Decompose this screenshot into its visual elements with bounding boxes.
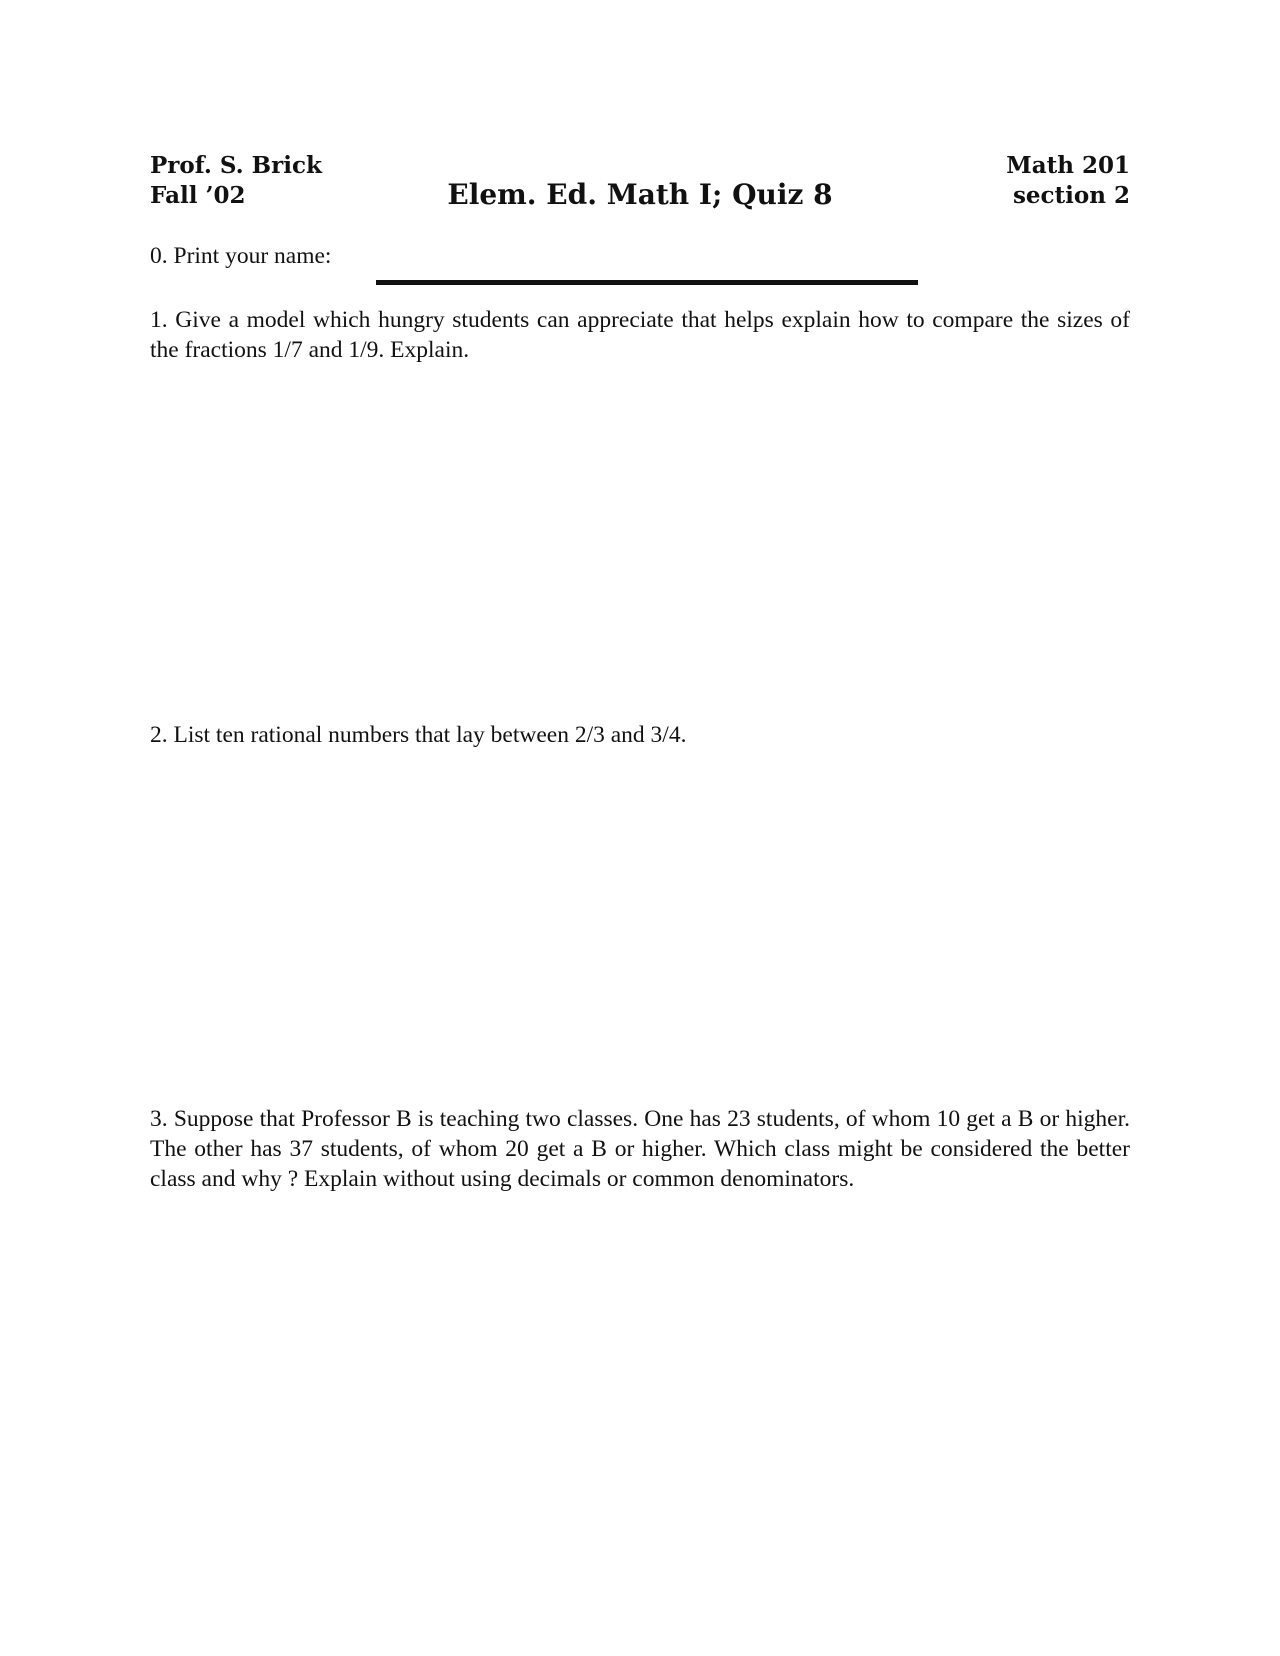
- instructor-name: Prof. S. Brick: [150, 152, 322, 179]
- course-number: Math 201: [1006, 152, 1130, 179]
- term: Fall ’02: [150, 182, 246, 209]
- question-0-text: Print your name:: [173, 243, 332, 269]
- question-3-number: 3.: [150, 1106, 168, 1132]
- quiz-title: Elem. Ed. Math I; Quiz 8: [447, 178, 833, 211]
- question-0-number: 0.: [150, 243, 168, 269]
- course-section: section 2: [1012, 182, 1130, 209]
- question-2-number: 2.: [150, 722, 168, 748]
- question-1-number: 1.: [150, 307, 168, 333]
- question-0: [150, 241, 1130, 271]
- question-2-text: List ten rational numbers that lay between 2/3 and 3/4.: [173, 722, 687, 748]
- question-1: [150, 305, 1130, 365]
- question-3: [150, 1104, 1130, 1194]
- question-2: [150, 720, 1130, 750]
- question-3-text: Suppose that Professor B is teaching two classes. One has 23 students, of whom 10 get a B or higher. The other has 37 students, of whom 20 get a B or higher. Which class might be considered the better class and why ? Explain without using decimals or common denominators.: [150, 1106, 1130, 1192]
- name-answer-line[interactable]: [376, 280, 918, 285]
- question-1-text: Give a model which hungry students can appreciate that helps explain how to compare the sizes of the fractions 1/7 and 1/9. Explain.: [150, 307, 1131, 363]
